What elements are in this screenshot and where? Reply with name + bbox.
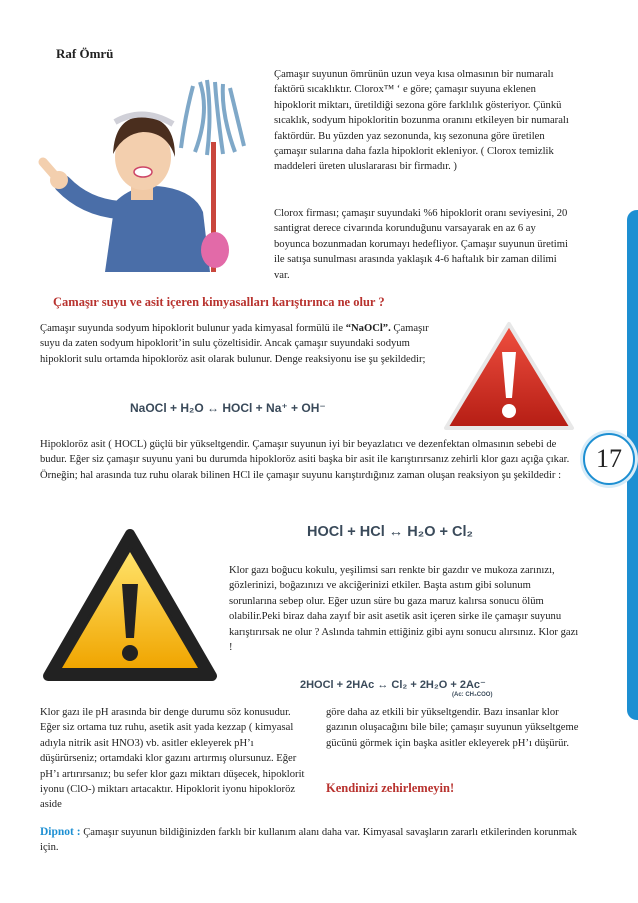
intro-paragraph-2: Clorox firması; çamaşır suyundaki %6 hipoklorit oranı seviyesini, 20 santigrat derece civarında korunduğunu varsayarak en az 6 ay boyunca bozunmadan korumayı hedefliyor. Çamaşır suyunun üretimi ile satışa sunulması arasında yaklaşık 4-6 haftalık bir zaman dilimi var. — [274, 208, 568, 281]
red-warning-sign-icon — [442, 318, 577, 435]
section-title: Raf Ömrü — [56, 46, 114, 61]
equation-3-note: (Ac: CH₃COO) — [452, 692, 493, 698]
equation-3: 2HOCl + 2HAc ↔ Cl₂ + 2H₂O + 2Ac⁻ — [300, 679, 486, 691]
equation-1: NaOCl + H₂O ↔ HOCl + Na⁺ + OH⁻ — [130, 401, 326, 415]
footnote-text: Çamaşır suyunun bildiğinizden farklı bir kullanım alanı daha var. Kimyasal savaşların zararlı etkilerinden korunmak için. — [40, 827, 577, 854]
section1-formula: “NaOCl”. — [345, 323, 391, 334]
right-column-paragraph: göre daha az etkili bir yükseltgendir. Bazı insanlar klor gazının oluşacağını bile bile; çamaşır suyunun yükseltgeme gücünü görmek için başka asitler ekleyerek pH’ı düşürür. — [326, 707, 579, 749]
warning-callout: Kendinizi zehirlemeyin! — [326, 781, 455, 795]
yellow-warning-sign-icon — [40, 526, 220, 686]
woman-cleaning-image — [35, 62, 260, 272]
section1-line-a: Çamaşır suyunda sodyum hipoklorit bulunur yada kimyasal formülü ile — [40, 323, 344, 334]
section3-paragraph: Klor gazı boğucu kokulu, yeşilimsi sarı renkte bir gazdır ve mukoza zarınızı, gözlerinizi, boğazınızı ve akciğerinizi etkiler. Başta astım gibi solunum sorunlarına sebep olur. Eğer uzun süre bu gaza maruz kalırsa sonucu ölüm olabilir.Peki biraz daha zayıf bir asit asetik asit içeren sirke ile çamaşır suyunu karıştırırsak ne olur ? Aslında tahmin ettiğiniz gibi aynı sonucu alırsınız. Klor gazı ! — [229, 565, 579, 654]
footnote-label: Dipnot : — [40, 826, 81, 838]
intro-paragraph-1: Çamaşır suyunun ömrünün uzun veya kısa olmasının bir numaralı faktörü sıcaklıktır. Clorox™ ‘ e göre; çamaşır suyuna eklenen hipoklorit miktarı, üretildiği sezona göre farklılık gösteriyor. Çünkü sıcaklık, sodyum hipokloritin bozunma oranını etkileyen bir numaralı faktördür. Bu yüzden yaz sezonunda, kış sezonuna göre üretilen çamaşır sularına daha fazla hipoklorit ekleniyor. ( Clorox temizlik maddeleri üreten uluslararası bir firmadır. ) — [274, 69, 569, 173]
page-number: 17 — [583, 433, 635, 485]
footnote — [40, 825, 588, 856]
section-heading: Çamaşır suyu ve asit içeren kimyasalları karıştırınca ne olur ? — [53, 295, 385, 309]
equation-2: HOCl + HCl ↔ H₂O + Cl₂ — [307, 524, 473, 540]
section1-line-b: Çamaşır suyu da zaten sodyum hipoklorit’in sulu çözeltisidir. Ancak çamaşır suyundaki sodyum hipoklorit sulu ortamda hipokloröz asit olarak bulunur. Denge reaksiyonu ise şu şekildedir; — [40, 323, 429, 365]
left-column-paragraph: Klor gazı ile pH arasında bir denge durumu söz konusudur. Eğer siz ortama tuz ruhu, asetik asit yada kezzap ( kimyasal adıyla nitrik asit HNO3) vb. asitler ekleyerek pH’ı düşürürseniz; ortamdaki klor gazını artırmış olursunuz. Eğer pH’ı artırırsanız; bu sefer klor gazı miktarı düşecek, hipoklorit iyonu (ClO-) miktarı artacaktır. Hipoklorit iyonu hipokloröz aside — [40, 707, 305, 811]
section2-paragraph: Hipokloröz asit ( HOCL) güçlü bir yükseltgendir. Çamaşır suyunun iyi bir beyazlatıcı ve dezenfektan olmasının sebebi de budur. Eğer siz çamaşır suyunu yani bu durumda hipokloröz asiti başka bir asit ile karıştırırsanız zehirli klor gazı açığa çıkar. Örneğin; hal arasında tuz ruhu olarak bilinen HCl ile çamaşır suyunu karıştırdığınız zaman oluşan reaksiyon şu şekildedir : — [40, 439, 570, 481]
section1-paragraph — [40, 321, 442, 367]
